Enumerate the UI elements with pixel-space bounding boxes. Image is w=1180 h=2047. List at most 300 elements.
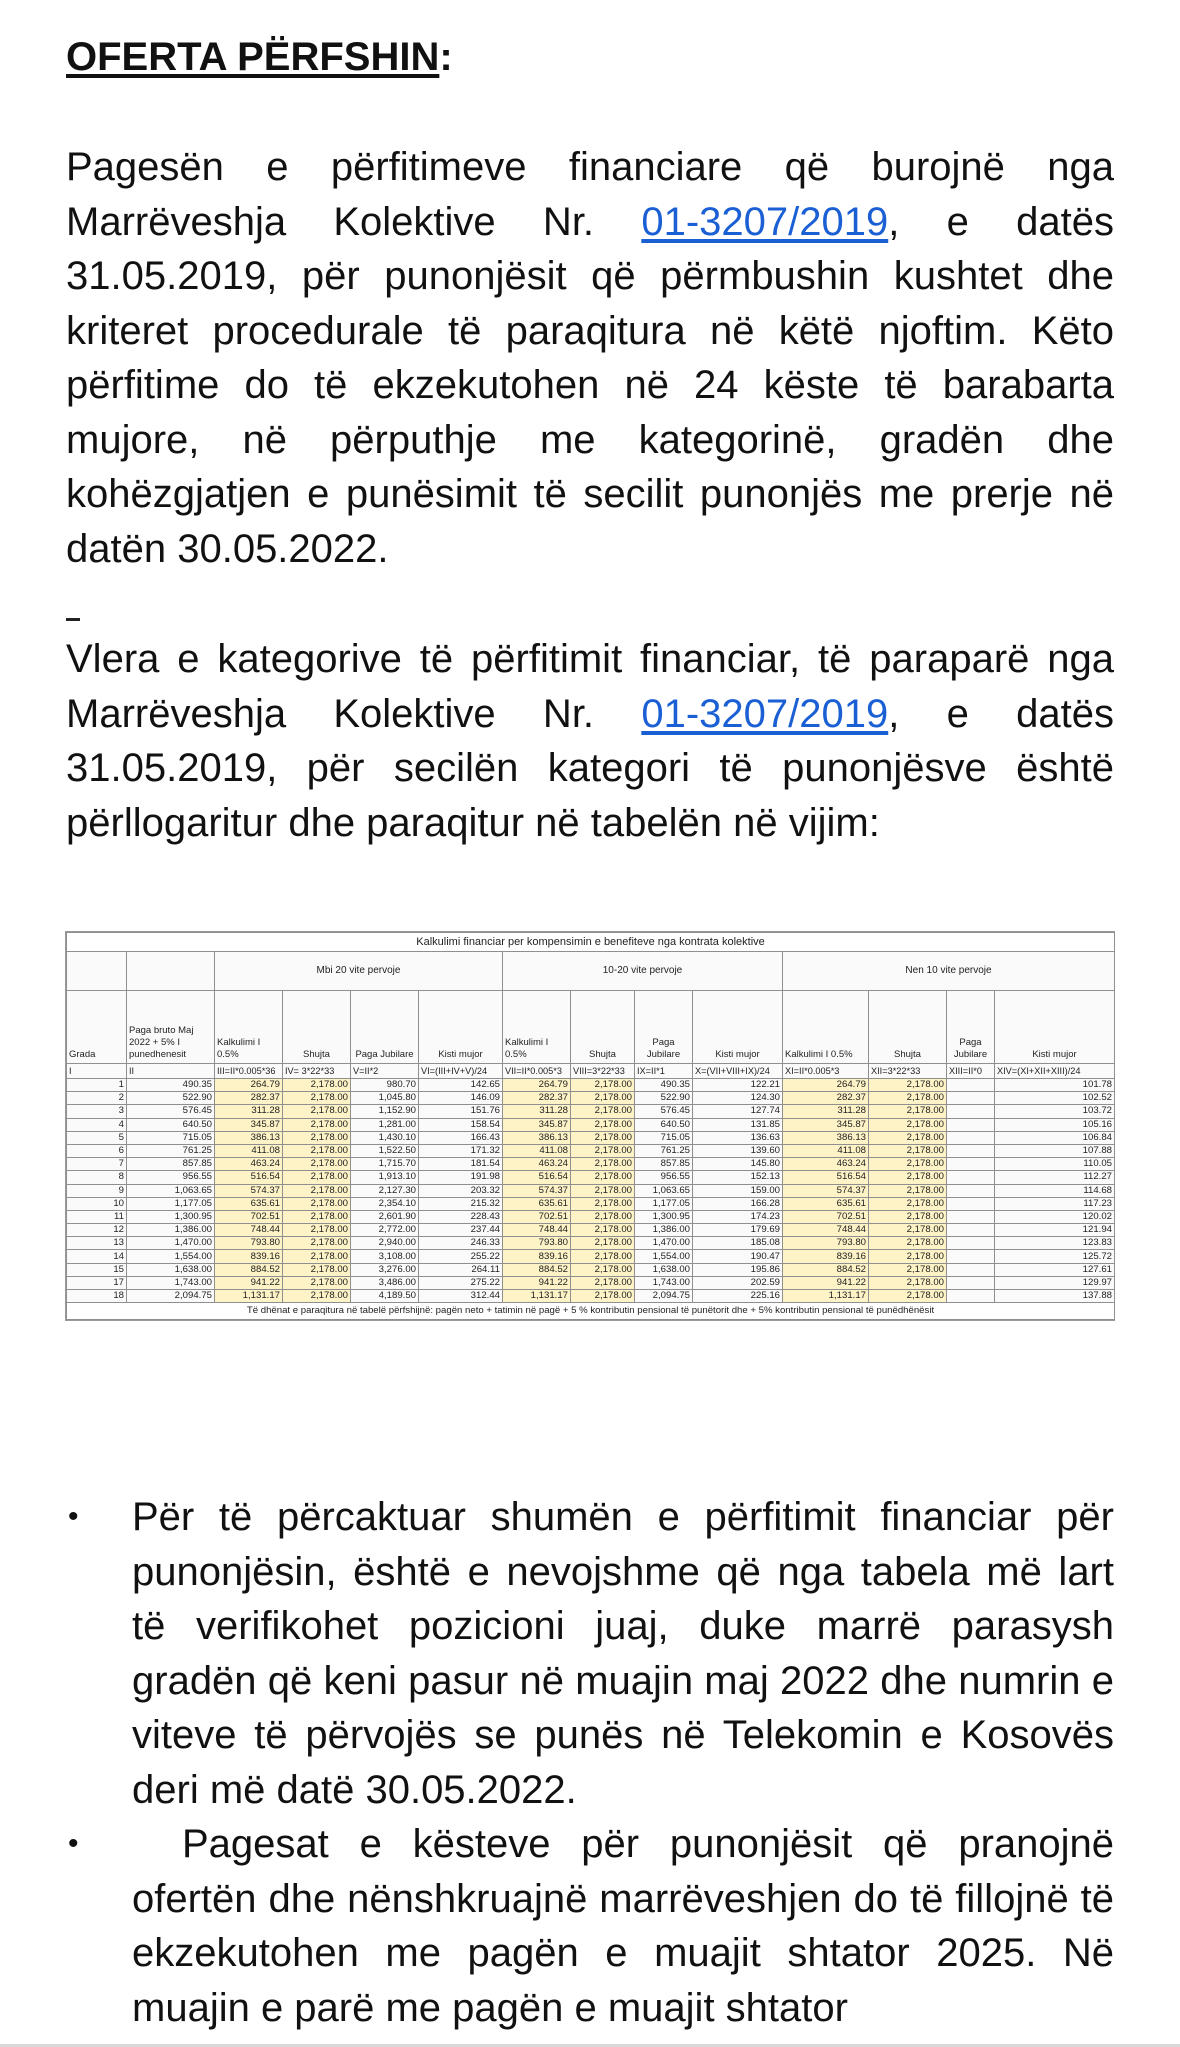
formula-cell: VI=(III+IV+V)/24 (419, 1064, 503, 1079)
table-cell: 635.61 (215, 1197, 283, 1210)
table-cell (947, 1118, 995, 1131)
table-cell: 576.45 (127, 1105, 215, 1118)
bullet-symbol: • (68, 1500, 79, 1533)
table-cell: 312.44 (419, 1290, 503, 1303)
table-cell: 715.05 (127, 1131, 215, 1144)
table-cell: 635.61 (503, 1197, 571, 1210)
table-cell: 715.05 (635, 1131, 693, 1144)
table-cell: 1,430.10 (351, 1131, 419, 1144)
table-cell: 120.02 (995, 1210, 1115, 1223)
table-cell (947, 1237, 995, 1250)
paragraph1-text-after: , e datës 31.05.2019, për punonjësit që përmbushin kushtet dhe kriteret procedurale të paraqitura në këtë njoftim. Këto përfitime do të ekzekutohen në 24 këste të barabarta mujore, në përputhje me kategorinë, gradën dhe kohëzgjatjen e punësimit të secilit punonjës me prerje në datën 30.05.2022. (66, 199, 1114, 571)
table-cell: 6 (67, 1144, 127, 1157)
table-cell: 2,178.00 (869, 1118, 947, 1131)
table-cell: 282.37 (783, 1092, 869, 1105)
table-cell: 411.08 (503, 1144, 571, 1157)
column-header: Paga Jubilare (635, 991, 693, 1064)
table-row (67, 1276, 1115, 1289)
table-cell: 345.87 (503, 1118, 571, 1131)
table-cell: 702.51 (503, 1210, 571, 1223)
column-header: Kisti mujor (693, 991, 783, 1064)
table-cell: 101.78 (995, 1079, 1115, 1092)
table-cell: 159.00 (693, 1184, 783, 1197)
dash-divider (66, 618, 80, 621)
table-cell: 748.44 (215, 1224, 283, 1237)
table-cell: 522.90 (635, 1092, 693, 1105)
table-cell: 884.52 (215, 1263, 283, 1276)
table-cell: 311.28 (783, 1105, 869, 1118)
table-cell: 127.61 (995, 1263, 1115, 1276)
bullet-symbol: • (68, 1827, 79, 1860)
table-cell: 2,178.00 (869, 1197, 947, 1210)
table-cell: 145.80 (693, 1158, 783, 1171)
table-cell: 8 (67, 1171, 127, 1184)
table-cell (947, 1105, 995, 1118)
table-cell: 166.28 (693, 1197, 783, 1210)
table-row (67, 1250, 1115, 1263)
formula-cell: VII=II*0.005*3 (503, 1064, 571, 1079)
table-cell: 2,772.00 (351, 1224, 419, 1237)
column-header: Kalkulimi I 0.5% (503, 991, 571, 1064)
table-cell: 1,177.05 (127, 1197, 215, 1210)
table-cell: 137.88 (995, 1290, 1115, 1303)
table-cell: 1,743.00 (635, 1276, 693, 1289)
table-cell: 1,386.00 (635, 1224, 693, 1237)
table-cell: 124.30 (693, 1092, 783, 1105)
table-cell: 2,178.00 (571, 1171, 635, 1184)
table-cell (947, 1092, 995, 1105)
table-cell: 12 (67, 1224, 127, 1237)
table-cell: 761.25 (635, 1144, 693, 1157)
table-cell: 640.50 (635, 1118, 693, 1131)
table-cell: 1,386.00 (127, 1224, 215, 1237)
bullet-text: Pagesat e kësteve për punonjësit që pranojnë ofertën dhe nënshkruajnë marrëveshjen do të fillojnë të ekzekutohen me pagën e muajit shtator 2025. Në muajin e parë me pagën e muajit shtator (132, 1822, 1114, 2030)
table-cell: 2 (67, 1092, 127, 1105)
table-cell: 516.54 (215, 1171, 283, 1184)
table-cell: 1,743.00 (127, 1276, 215, 1289)
table-cell: 2,178.00 (283, 1171, 351, 1184)
table-row (67, 1171, 1115, 1184)
table-cell: 411.08 (783, 1144, 869, 1157)
table-cell: 1,470.00 (635, 1237, 693, 1250)
formula-cell: IV= 3*22*33 (283, 1064, 351, 1079)
table-cell: 2,178.00 (869, 1237, 947, 1250)
table-cell: 282.37 (215, 1092, 283, 1105)
table-cell: 129.97 (995, 1276, 1115, 1289)
table-cell: 2,178.00 (571, 1250, 635, 1263)
table-cell: 264.79 (503, 1079, 571, 1092)
table-cell: 311.28 (503, 1105, 571, 1118)
column-header: Grada (67, 991, 127, 1064)
table-cell: 13 (67, 1237, 127, 1250)
table-cell: 122.21 (693, 1079, 783, 1092)
table-cell: 2,178.00 (571, 1118, 635, 1131)
table-cell: 2,178.00 (283, 1210, 351, 1223)
table-cell: 857.85 (127, 1158, 215, 1171)
table-cell: 264.79 (783, 1079, 869, 1092)
table-cell: 956.55 (635, 1171, 693, 1184)
table-cell: 386.13 (215, 1131, 283, 1144)
table-cell: 761.25 (127, 1144, 215, 1157)
table-cell: 131.85 (693, 1118, 783, 1131)
table-cell: 2,178.00 (869, 1144, 947, 1157)
column-header: Paga bruto Maj 2022 + 5% I punedhenesit (127, 991, 215, 1064)
table-cell: 2,094.75 (635, 1290, 693, 1303)
table-row (67, 1237, 1115, 1250)
agreement-number-link[interactable]: 01-3207/2019 (641, 199, 889, 244)
table-cell: 2,178.00 (283, 1184, 351, 1197)
table-cell: 884.52 (503, 1263, 571, 1276)
table-cell: 1,131.17 (503, 1290, 571, 1303)
table-cell: 139.60 (693, 1144, 783, 1157)
table-cell: 980.70 (351, 1079, 419, 1092)
table-cell: 2,601.90 (351, 1210, 419, 1223)
group-header-empty (127, 952, 215, 991)
table-cell (947, 1158, 995, 1171)
table-cell: 576.45 (635, 1105, 693, 1118)
table-cell: 2,178.00 (283, 1250, 351, 1263)
table-cell: 3,276.00 (351, 1263, 419, 1276)
table-cell: 142.65 (419, 1079, 503, 1092)
table-cell: 1,522.50 (351, 1144, 419, 1157)
formula-cell: I (67, 1064, 127, 1079)
table-cell: 2,178.00 (283, 1197, 351, 1210)
column-header: Paga Jubilare (351, 991, 419, 1064)
table-cell: 2,178.00 (571, 1158, 635, 1171)
table-row (67, 1092, 1115, 1105)
table-cell: 574.37 (783, 1184, 869, 1197)
table-cell: 275.22 (419, 1276, 503, 1289)
table-cell: 1,063.65 (127, 1184, 215, 1197)
table-cell: 2,178.00 (571, 1105, 635, 1118)
table-cell: 2,178.00 (283, 1092, 351, 1105)
table-cell: 181.54 (419, 1158, 503, 1171)
table-cell: 2,178.00 (869, 1250, 947, 1263)
column-header: Kisti mujor (995, 991, 1115, 1064)
table-cell: 107.88 (995, 1144, 1115, 1157)
table-cell: 11 (67, 1210, 127, 1223)
table-cell (947, 1171, 995, 1184)
column-header: Kisti mujor (419, 991, 503, 1064)
table-cell: 1,063.65 (635, 1184, 693, 1197)
table-cell: 2,178.00 (571, 1263, 635, 1276)
table-cell: 2,178.00 (571, 1276, 635, 1289)
table-cell: 748.44 (503, 1224, 571, 1237)
table-cell: 2,178.00 (869, 1263, 947, 1276)
table-cell: 2,178.00 (283, 1276, 351, 1289)
formula-cell: XIII=II*0 (947, 1064, 995, 1079)
table-cell: 490.35 (127, 1079, 215, 1092)
table-cell (947, 1263, 995, 1276)
table-cell: 103.72 (995, 1105, 1115, 1118)
table-cell: 2,178.00 (283, 1290, 351, 1303)
table-cell: 1,554.00 (127, 1250, 215, 1263)
table-cell: 127.74 (693, 1105, 783, 1118)
table-cell: 7 (67, 1158, 127, 1171)
table-cell: 158.54 (419, 1118, 503, 1131)
table-cell: 2,178.00 (869, 1184, 947, 1197)
column-header: Kalkulimi I 0.5% (783, 991, 869, 1064)
offer-heading (66, 32, 453, 82)
bullet-item-installments (66, 1817, 1114, 2035)
table-cell: 941.22 (215, 1276, 283, 1289)
table-cell: 2,178.00 (283, 1144, 351, 1157)
table-cell: 2,178.00 (283, 1131, 351, 1144)
bullet-list (66, 1490, 1114, 2035)
table-cell: 2,178.00 (869, 1276, 947, 1289)
table-cell: 18 (67, 1290, 127, 1303)
table-cell: 311.28 (215, 1105, 283, 1118)
benefits-table-image (65, 931, 1115, 1321)
table-cell (947, 1184, 995, 1197)
group-header-empty (67, 952, 127, 991)
table-cell: 174.23 (693, 1210, 783, 1223)
table-row (67, 1210, 1115, 1223)
table-cell: 463.24 (503, 1158, 571, 1171)
table-cell: 190.47 (693, 1250, 783, 1263)
formula-cell: XIV=(XI+XII+XIII)/24 (995, 1064, 1115, 1079)
paragraph1-text-before: Pagesën e përfitimeve financiare që burojnë nga Marrëveshja Kolektive Nr. (66, 145, 1114, 244)
table-cell: 839.16 (783, 1250, 869, 1263)
table-cell: 463.24 (783, 1158, 869, 1171)
table-cell: 185.08 (693, 1237, 783, 1250)
table-cell: 574.37 (503, 1184, 571, 1197)
table-cell: 102.52 (995, 1092, 1115, 1105)
table-cell: 386.13 (503, 1131, 571, 1144)
table-cell: 345.87 (783, 1118, 869, 1131)
table-cell (947, 1079, 995, 1092)
table-cell: 264.79 (215, 1079, 283, 1092)
table-cell: 2,178.00 (571, 1197, 635, 1210)
table-cell: 516.54 (783, 1171, 869, 1184)
table-cell: 3 (67, 1105, 127, 1118)
table-cell: 151.76 (419, 1105, 503, 1118)
table-cell: 4 (67, 1118, 127, 1131)
table-cell: 2,178.00 (869, 1079, 947, 1092)
table-cell: 1,281.00 (351, 1118, 419, 1131)
paragraph-category-values (66, 632, 1114, 850)
table-cell: 2,178.00 (283, 1237, 351, 1250)
table-cell: 2,178.00 (869, 1171, 947, 1184)
table-cell (947, 1210, 995, 1223)
table-cell: 225.16 (693, 1290, 783, 1303)
table-cell: 117.23 (995, 1197, 1115, 1210)
table-cell: 574.37 (215, 1184, 283, 1197)
group-header-10-20: 10-20 vite pervoje (503, 952, 783, 991)
table-cell: 14 (67, 1250, 127, 1263)
table-cell: 2,178.00 (571, 1144, 635, 1157)
table-cell: 17 (67, 1276, 127, 1289)
table-cell: 793.80 (503, 1237, 571, 1250)
table-cell: 839.16 (215, 1250, 283, 1263)
formula-cell: II (127, 1064, 215, 1079)
formula-cell: VIII=3*22*33 (571, 1064, 635, 1079)
table-cell: 228.43 (419, 1210, 503, 1223)
table-cell: 2,127.30 (351, 1184, 419, 1197)
table-cell: 1,152.90 (351, 1105, 419, 1118)
table-caption: Kalkulimi financiar per kompensimin e benefiteve nga kontrata kolektive (67, 933, 1115, 952)
table-cell: 203.32 (419, 1184, 503, 1197)
group-header-under-10: Nen 10 vite pervoje (783, 952, 1115, 991)
table-row (67, 1263, 1115, 1276)
table-cell: 237.44 (419, 1224, 503, 1237)
table-cell: 9 (67, 1184, 127, 1197)
benefits-calculation-table (66, 932, 1115, 1320)
table-cell (947, 1290, 995, 1303)
formula-cell: XII=3*22*33 (869, 1064, 947, 1079)
table-cell: 166.43 (419, 1131, 503, 1144)
table-cell: 5 (67, 1131, 127, 1144)
table-cell: 125.72 (995, 1250, 1115, 1263)
table-cell: 956.55 (127, 1171, 215, 1184)
table-cell: 839.16 (503, 1250, 571, 1263)
table-cell: 146.09 (419, 1092, 503, 1105)
table-cell: 282.37 (503, 1092, 571, 1105)
table-cell: 1,300.95 (127, 1210, 215, 1223)
table-cell: 1,638.00 (127, 1263, 215, 1276)
formula-cell: IX=II*1 (635, 1064, 693, 1079)
table-cell: 2,178.00 (571, 1131, 635, 1144)
table-cell: 1,715.70 (351, 1158, 419, 1171)
table-cell: 522.90 (127, 1092, 215, 1105)
table-cell: 264.11 (419, 1263, 503, 1276)
table-row (67, 1197, 1115, 1210)
table-cell: 112.27 (995, 1171, 1115, 1184)
table-cell (947, 1197, 995, 1210)
table-cell: 1,638.00 (635, 1263, 693, 1276)
table-cell: 152.13 (693, 1171, 783, 1184)
table-cell: 136.63 (693, 1131, 783, 1144)
column-header: Shujta (283, 991, 351, 1064)
table-cell: 411.08 (215, 1144, 283, 1157)
table-cell: 10 (67, 1197, 127, 1210)
table-cell: 490.35 (635, 1079, 693, 1092)
table-cell: 2,178.00 (869, 1131, 947, 1144)
table-cell: 1,913.10 (351, 1171, 419, 1184)
table-cell: 516.54 (503, 1171, 571, 1184)
paragraph2-text-after: , e datës 31.05.2019, për secilën kategori të punonjësve është përllogaritur dhe paraqitur në tabelën në vijim: (66, 691, 1114, 845)
table-cell: 702.51 (783, 1210, 869, 1223)
formula-cell: XI=II*0.005*3 (783, 1064, 869, 1079)
table-cell: 2,178.00 (869, 1158, 947, 1171)
table-cell: 2,178.00 (869, 1210, 947, 1223)
formula-cell: III=II*0.005*36 (215, 1064, 283, 1079)
table-cell: 1 (67, 1079, 127, 1092)
table-cell: 105.16 (995, 1118, 1115, 1131)
table-cell: 2,178.00 (283, 1079, 351, 1092)
table-cell: 2,178.00 (571, 1224, 635, 1237)
table-cell: 2,178.00 (869, 1290, 947, 1303)
table-cell: 121.94 (995, 1224, 1115, 1237)
bullet-text: Për të përcaktuar shumën e përfitimit financiar për punonjësin, është e nevojshme që nga tabela më lart të verifikohet pozicioni juaj, duke marrë parasysh gradën që keni pasur në muajin maj 2022 dhe numrin e viteve të përvojës se punës në Telekomin e Kosovës deri më datë 30.05.2022. (132, 1495, 1114, 1812)
table-cell: 2,178.00 (571, 1184, 635, 1197)
table-row (67, 1079, 1115, 1092)
table-cell: 2,178.00 (571, 1210, 635, 1223)
table-cell: 635.61 (783, 1197, 869, 1210)
bullet-item-determine-amount (66, 1490, 1114, 1817)
table-cell: 2,178.00 (571, 1290, 635, 1303)
group-header-over-20: Mbi 20 vite pervoje (215, 952, 503, 991)
table-cell: 2,178.00 (869, 1092, 947, 1105)
table-cell: 2,178.00 (869, 1224, 947, 1237)
table-cell: 15 (67, 1263, 127, 1276)
paragraph2-text-before: Vlera e kategorive të përfitimit financiar, të paraparë nga Marrëveshja Kolektive Nr. (66, 637, 1114, 736)
table-cell: 2,178.00 (283, 1105, 351, 1118)
offer-heading-colon: : (439, 35, 453, 79)
table-cell (947, 1250, 995, 1263)
table-cell: 884.52 (783, 1263, 869, 1276)
table-cell: 215.32 (419, 1197, 503, 1210)
table-cell: 386.13 (783, 1131, 869, 1144)
table-cell (947, 1224, 995, 1237)
table-cell: 171.32 (419, 1144, 503, 1157)
table-cell: 3,486.00 (351, 1276, 419, 1289)
table-cell: 246.33 (419, 1237, 503, 1250)
table-cell: 2,178.00 (571, 1092, 635, 1105)
column-header: Shujta (869, 991, 947, 1064)
agreement-number-link-2[interactable]: 01-3207/2019 (641, 691, 889, 736)
table-cell: 114.68 (995, 1184, 1115, 1197)
table-cell: 857.85 (635, 1158, 693, 1171)
table-cell: 110.05 (995, 1158, 1115, 1171)
table-cell: 3,108.00 (351, 1250, 419, 1263)
table-cell: 345.87 (215, 1118, 283, 1131)
table-cell: 702.51 (215, 1210, 283, 1223)
table-cell (947, 1131, 995, 1144)
table-row (67, 1158, 1115, 1171)
table-cell: 1,470.00 (127, 1237, 215, 1250)
table-cell: 793.80 (215, 1237, 283, 1250)
table-cell: 748.44 (783, 1224, 869, 1237)
table-cell: 2,178.00 (571, 1237, 635, 1250)
table-row (67, 1224, 1115, 1237)
table-cell (947, 1144, 995, 1157)
paragraph-benefits-payment (66, 140, 1114, 576)
table-cell: 2,178.00 (283, 1158, 351, 1171)
table-cell: 941.22 (503, 1276, 571, 1289)
table-row (67, 1144, 1115, 1157)
table-cell: 793.80 (783, 1237, 869, 1250)
table-cell: 2,178.00 (869, 1105, 947, 1118)
table-cell: 1,177.05 (635, 1197, 693, 1210)
table-cell: 255.22 (419, 1250, 503, 1263)
table-cell: 640.50 (127, 1118, 215, 1131)
formula-cell: V=II*2 (351, 1064, 419, 1079)
table-cell: 123.83 (995, 1237, 1115, 1250)
offer-heading-title: OFERTA PËRFSHIN (66, 35, 440, 79)
table-row (67, 1118, 1115, 1131)
table-cell: 106.84 (995, 1131, 1115, 1144)
table-cell: 2,354.10 (351, 1197, 419, 1210)
table-note: Të dhënat e paraqitura në tabelë përfshijnë: pagën neto + tatimin në pagë + 5 % kontributin pensional të punëtorit dhe + 5% kontributin pensional të punëdhënësit (67, 1303, 1115, 1320)
table-cell: 1,131.17 (215, 1290, 283, 1303)
table-cell: 2,178.00 (283, 1224, 351, 1237)
table-row (67, 1184, 1115, 1197)
table-row (67, 1105, 1115, 1118)
table-row (67, 1131, 1115, 1144)
table-cell: 2,178.00 (571, 1079, 635, 1092)
table-cell: 4,189.50 (351, 1290, 419, 1303)
table-cell: 179.69 (693, 1224, 783, 1237)
table-cell: 2,178.00 (283, 1263, 351, 1276)
column-header: Paga Jubilare (947, 991, 995, 1064)
column-header: Kalkulimi I 0.5% (215, 991, 283, 1064)
table-cell: 1,045.80 (351, 1092, 419, 1105)
table-cell: 195.86 (693, 1263, 783, 1276)
column-header: Shujta (571, 991, 635, 1064)
table-cell: 191.98 (419, 1171, 503, 1184)
table-cell: 1,554.00 (635, 1250, 693, 1263)
